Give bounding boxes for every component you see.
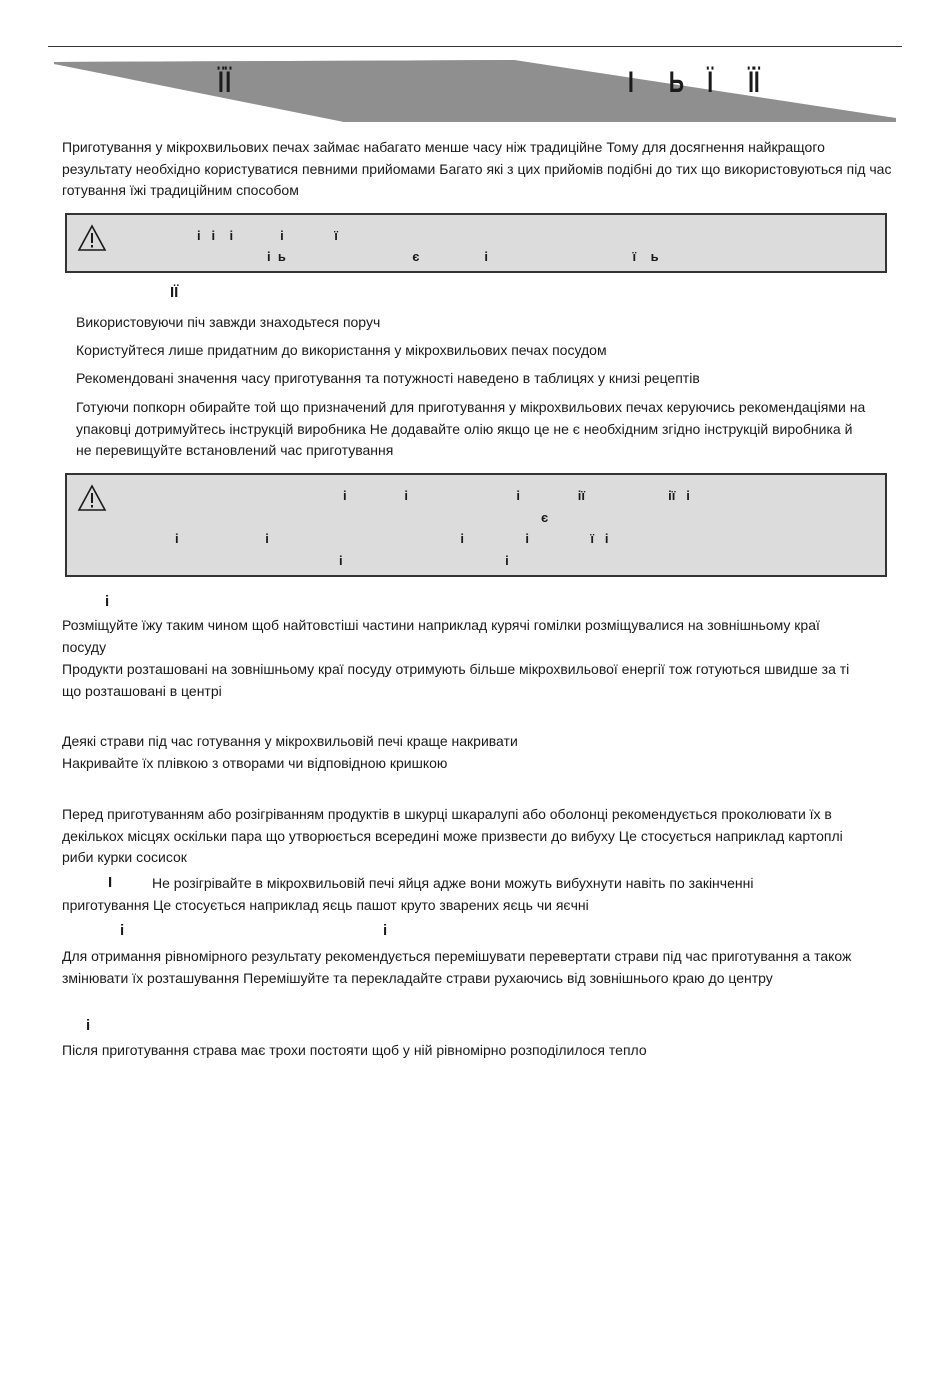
banner-title-right: І Ь Ї ЇЇ	[628, 66, 760, 99]
warning-box-1	[65, 213, 887, 273]
section4-note-text: Не розігрівайте в мікрохвильовій печі яйця адже вони можуть вибухнути навіть по закінченні	[152, 875, 754, 891]
warning2-line4: і і	[339, 553, 509, 568]
section6-paragraph-1: Після приготування страва має трохи постояти щоб у ній рівномірно розподілилося тепло	[62, 1042, 647, 1058]
list-item: Рекомендовані значення часу приготування та потужності наведено в таблицях у книзі рецептів	[76, 370, 700, 386]
section3-paragraph-1: Деякі страви під час готування у мікрохвильовій печі краще накривати	[62, 733, 518, 749]
section4-paragraph-1: Перед приготуванням або розігріванням продуктів в шкурці шкаралупі або оболонці рекомендується проколювати їх в декількох місцях оскільки пара що утворюється всередині може призвести до вибуху Це стосується наприклад картоплі риби курки сосисок	[62, 806, 843, 865]
section4-note-label: І	[108, 874, 113, 891]
section2-paragraph-1: Розміщуйте їжу таким чином щоб найтовстіші частини наприклад курячі гомілки розміщувалися на зовнішньому краї посуду	[62, 617, 820, 655]
warning1-line2: і ь є і ї ь	[267, 249, 659, 264]
warning-box-2	[65, 473, 887, 577]
top-rule	[48, 46, 902, 47]
list-item: Використовуючи піч завжди знаходьтеся поруч	[76, 314, 381, 330]
warning2-line3: і і і і ї і	[175, 531, 609, 546]
list-item: Користуйтеся лише придатним до використання у мікрохвильових печах посудом	[76, 342, 607, 358]
section4-note-text-2: приготування Це стосується наприклад яєць пашот круто зварених яєць чи яєчні	[62, 897, 589, 913]
section6-heading: і	[86, 1017, 91, 1034]
section2-paragraph-2: Продукти розташовані на зовнішньому краї посуду отримують більше мікрохвильової енергії тож готуються швидше за ті що розташовані в центрі	[62, 661, 850, 699]
section5-heading-b: і	[383, 922, 388, 939]
list-item: Готуючи попкорн обирайте той що призначений для приготування у мікрохвильових печах керуючись рекомендаціями на упаковці дотримуйтесь інструкцій виробника Не додавайте олію якщо це не є необхідним згідно інструкцій виробника й не перевищуйте встановлений час приготування	[76, 399, 866, 458]
intro-paragraph: Приготування у мікрохвильових печах займає набагато менше часу ніж традиційне Тому для досягнення найкращого результату необхідно користуватися певними прийомами Багато які з цих прийомів подібні до тих що використовуються під час готування їжі традиційним способом	[62, 139, 892, 198]
banner-title-left: ЇЇ	[218, 66, 233, 99]
section3-paragraph-2: Накривайте їх плівкою з отворами чи відповідною кришкою	[62, 755, 448, 771]
section1-heading: ІЇ	[170, 284, 179, 301]
section5-paragraph-1: Для отримання рівномірного результату рекомендується перемішувати перевертати страви під час приготування а також змінювати їх розташування Перемішуйте та перекладайте страви рухаючись від зовнішнього краю до центру	[62, 948, 852, 986]
header-banner	[54, 60, 896, 122]
warning1-line1: і і і і ї	[197, 228, 338, 243]
warning-triangle-icon	[77, 224, 107, 252]
warning-triangle-icon	[77, 484, 107, 512]
section2-heading: і	[105, 593, 110, 610]
warning2-line2: є	[541, 510, 549, 525]
warning2-line1: і і і ії ії і	[343, 488, 690, 503]
section5-heading-a: і	[120, 922, 125, 939]
